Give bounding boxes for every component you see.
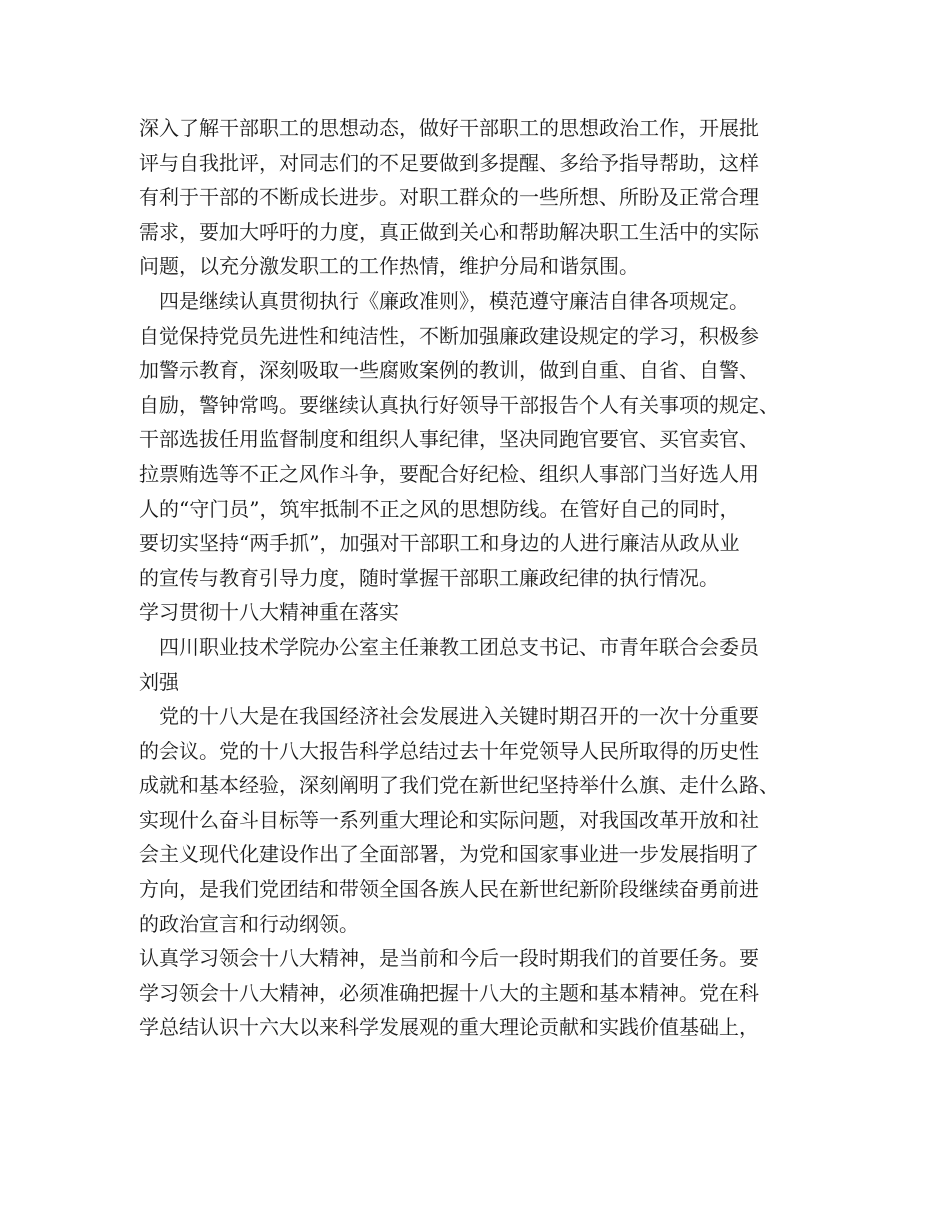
text-line: 学习领会十八大精神，必须准确把握十八大的主题和基本精神。党在科 [139, 980, 759, 1005]
text-line: 有利于干部的不断成长进步。对职工群众的一些所想、所盼及正常合理 [139, 185, 759, 210]
document-body [139, 111, 829, 1045]
text-line: 加警示教育，深刻吸取一些腐败案例的教训，做到自重、自省、自警、 [139, 358, 759, 383]
text-line: 干部选拔任用监督制度和组织人事纪律，坚决同跑官要官、买官卖官、 [139, 427, 759, 452]
text-line: 深入了解干部职工的思想动态，做好干部职工的思想政治工作，开展批 [139, 116, 759, 140]
text-line: 的会议。党的十八大报告科学总结过去十年党领导人民所取得的历史性 [139, 738, 759, 763]
section-heading: 学习贯彻十八大精神重在落实 [139, 600, 399, 625]
text-line: 要切实坚持“两手抓”，加强对干部职工和身边的人进行廉洁从政从业 [139, 531, 740, 556]
author-affiliation: 四川职业技术学院办公室主任兼教工团总支书记、市青年联合会委员 [139, 634, 759, 659]
text-line: 需求，要加大呼吁的力度，真正做到关心和帮助解决职工生活中的实际 [139, 219, 759, 244]
text-line: 方向，是我们党团结和带领全国各族人民在新世纪新阶段继续奋勇前进 [139, 877, 759, 902]
text-line: 自励，警钟常鸣。要继续认真执行好领导干部报告个人有关事项的规定、 [139, 392, 779, 417]
text-line: 学总结认识十六大以来科学发展观的重大理论贡献和实践价值基础上， [139, 1015, 759, 1040]
text-line: 拉票贿选等不正之风作斗争，要配合好纪检、组织人事部门当好选人用 [139, 461, 759, 486]
author-name: 刘强 [139, 669, 179, 694]
text-line: 的宣传与教育引导力度，随时掌握干部职工廉政纪律的执行情况。 [139, 565, 719, 590]
text-line: 成就和基本经验，深刻阐明了我们党在新世纪坚持举什么旗、走什么路、 [139, 773, 779, 798]
text-line: 评与自我批评，对同志们的不足要做到多提醒、多给予指导帮助，这样 [139, 150, 759, 175]
text-line: 实现什么奋斗目标等一系列重大理论和实际问题，对我国改革开放和社 [139, 807, 759, 832]
text-line: 人的“守门员”，筑牢抵制不正之风的思想防线。在管好自己的同时， [139, 496, 740, 521]
text-line: 自觉保持党员先进性和纯洁性，不断加强廉政建设规定的学习，积极参 [139, 323, 759, 348]
text-line: 四是继续认真贯彻执行《廉政准则》，模范遵守廉洁自律各项规定。 [139, 288, 749, 313]
text-line: 会主义现代化建设作出了全面部署，为党和国家事业进一步发展指明了 [139, 842, 759, 867]
text-line: 的政治宣言和行动纲领。 [139, 911, 359, 936]
text-line: 党的十八大是在我国经济社会发展进入关键时期召开的一次十分重要 [139, 704, 759, 729]
text-line: 认真学习领会十八大精神，是当前和今后一段时期我们的首要任务。要 [139, 946, 759, 971]
text-line: 问题，以充分激发职工的工作热情，维护分局和谐氛围。 [139, 254, 639, 279]
